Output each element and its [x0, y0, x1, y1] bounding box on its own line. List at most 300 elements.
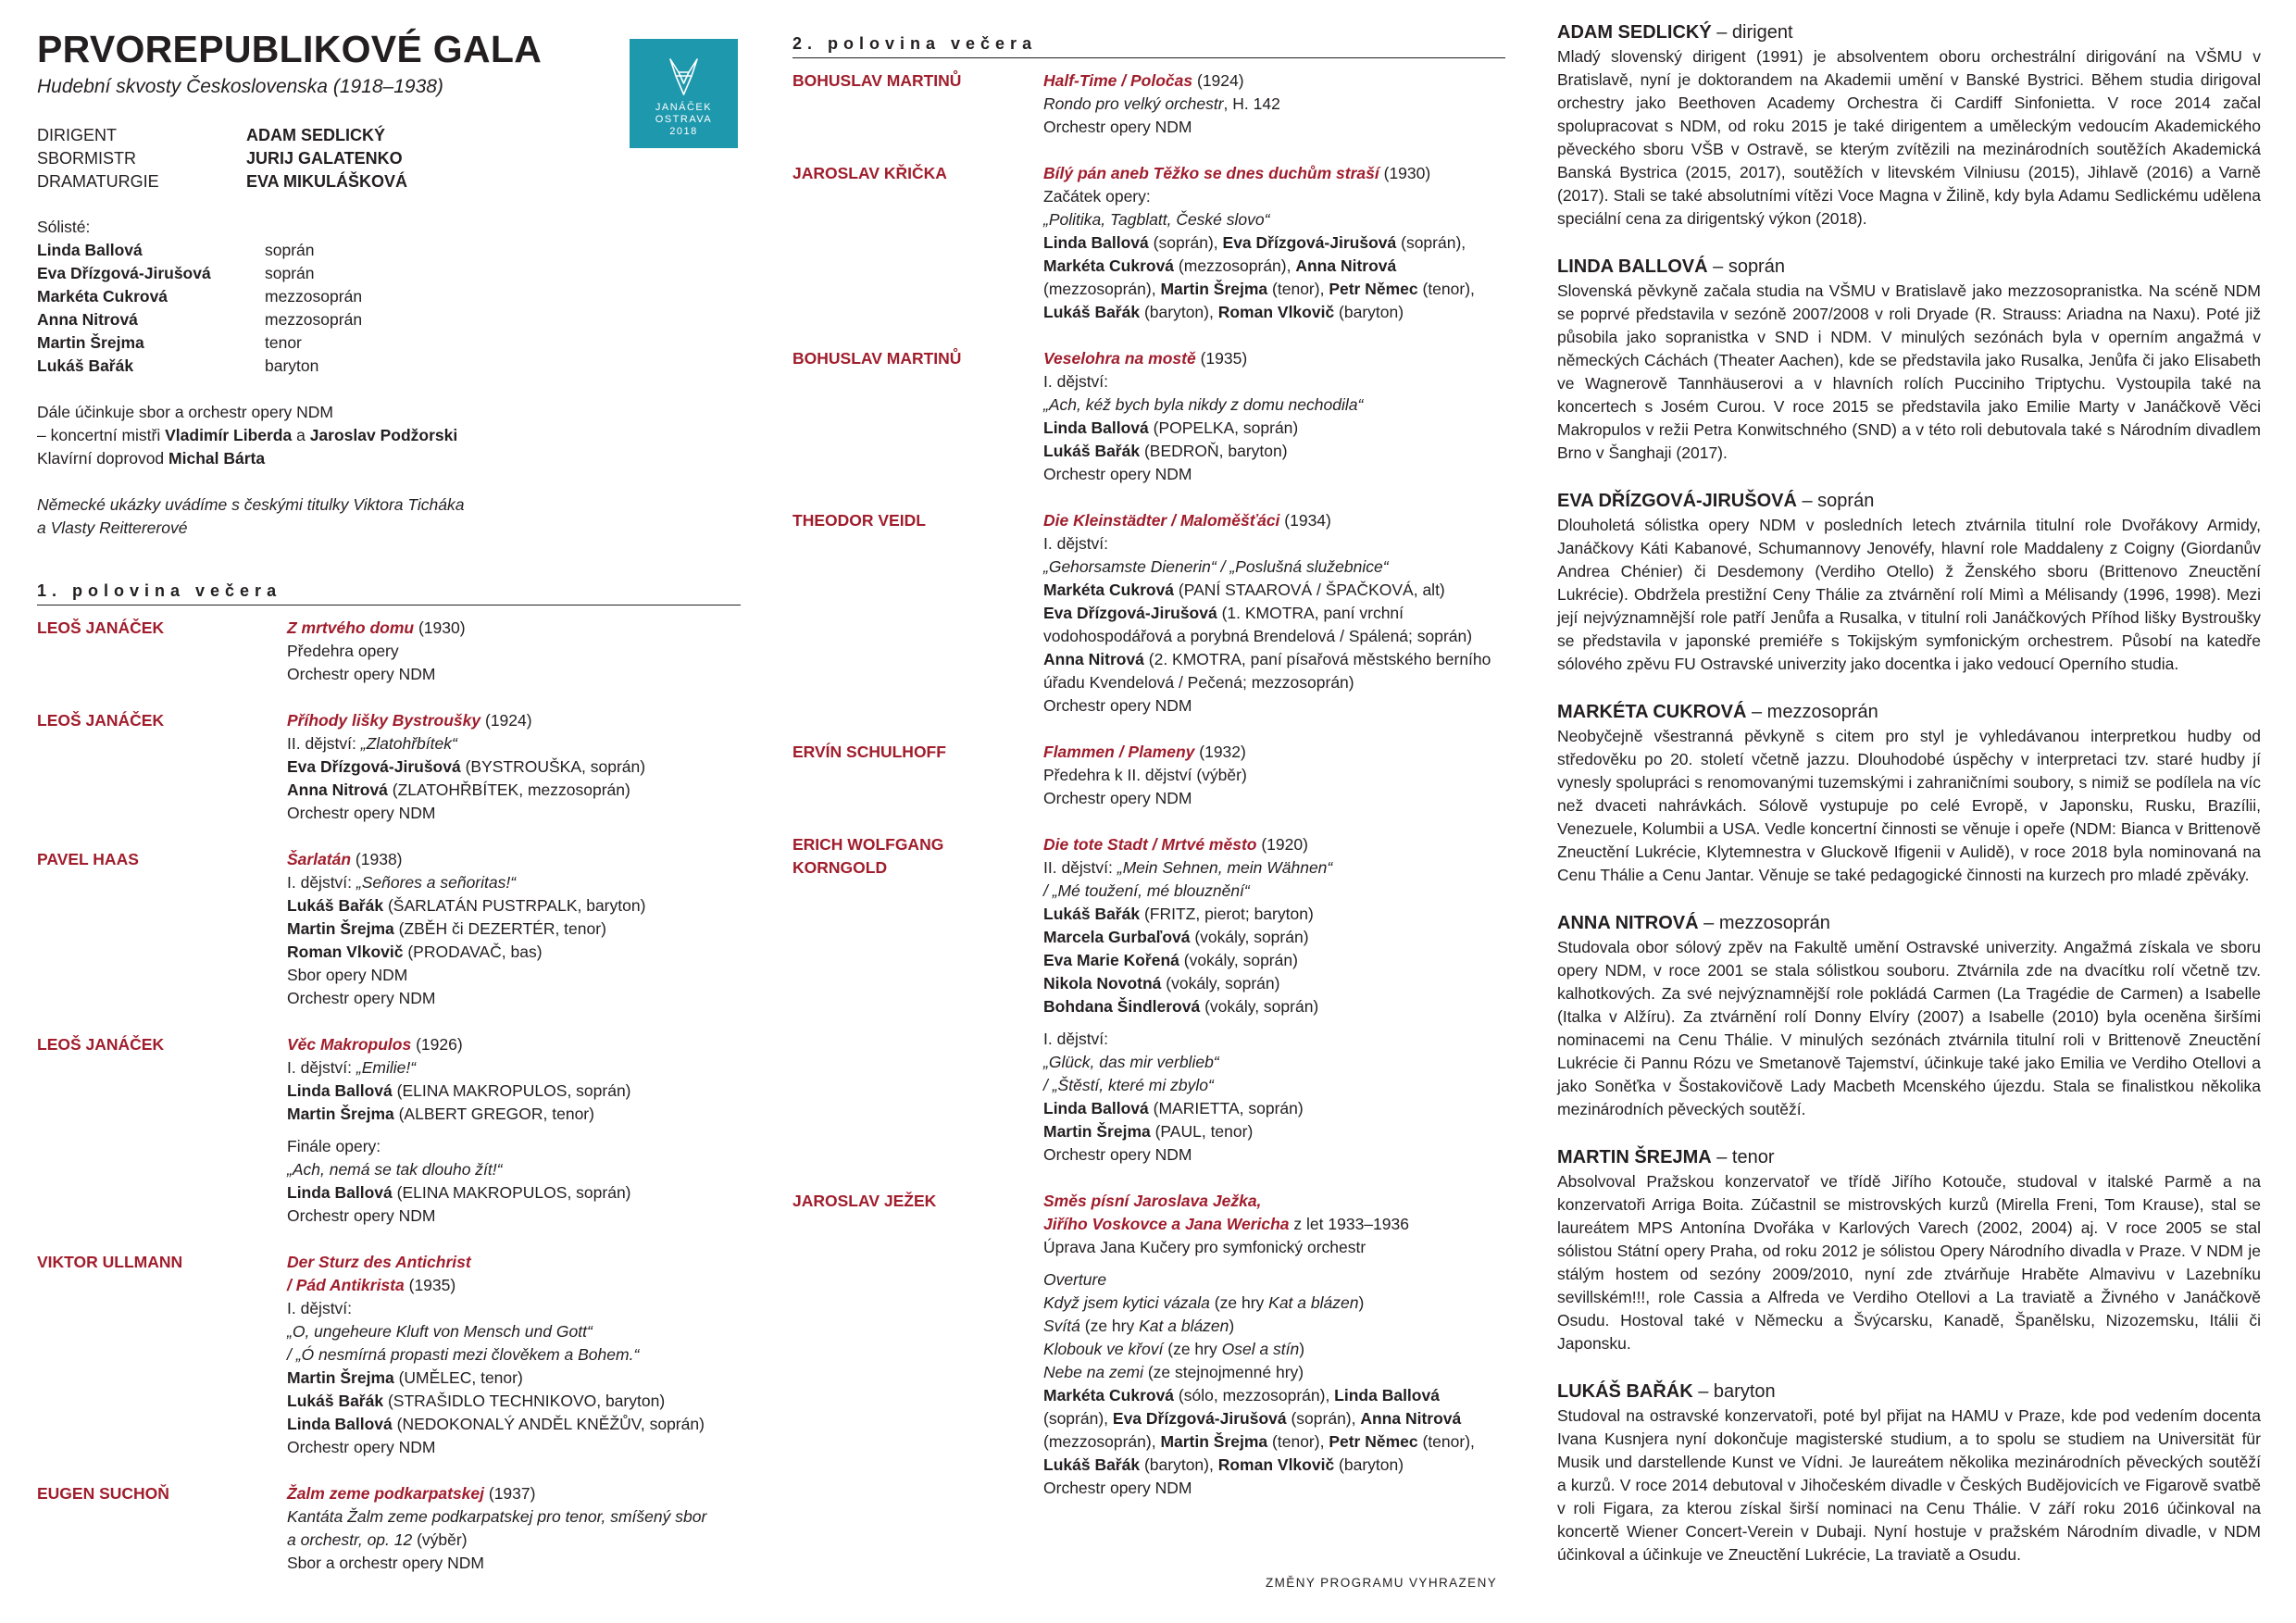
- excerpt-title: „Señores a señoritas!“: [356, 873, 517, 892]
- work-heading: [1043, 509, 1505, 532]
- excerpt-title: Když jsem kytici vázala: [1043, 1293, 1210, 1312]
- detail-line: [287, 1552, 741, 1575]
- composer-name-line: LEOŠ JANÁČEK: [37, 1035, 165, 1054]
- composer-name: [792, 509, 1043, 718]
- work-year: (1930): [1379, 164, 1431, 182]
- detail-text: Sbor opery NDM: [287, 966, 408, 984]
- performer-name: Linda Ballová: [1043, 233, 1149, 252]
- detail-line: [1043, 1477, 1505, 1500]
- detail-line: [1043, 1430, 1505, 1454]
- composer-name-line: THEODOR VEIDL: [792, 511, 926, 530]
- performer-name: Anna Nitrová: [1360, 1409, 1462, 1428]
- detail-text: (vokály, soprán): [1179, 951, 1298, 969]
- detail-line: [1043, 764, 1505, 787]
- detail-text: (tenor),: [1417, 1432, 1475, 1451]
- composer-name: [792, 347, 1043, 486]
- detail-line: [287, 918, 741, 941]
- detail-text: (STRAŠIDLO TECHNIKOVO, baryton): [383, 1392, 666, 1410]
- detail-line: [1043, 1292, 1505, 1315]
- detail-line: [1043, 417, 1505, 440]
- excerpt-title: „Ach, nemá se tak dlouho žít!“: [287, 1160, 503, 1179]
- detail-line: [1043, 1028, 1505, 1051]
- detail-text: (baryton),: [1140, 303, 1218, 321]
- program-item-body: [287, 1482, 741, 1575]
- detail-line: [1043, 532, 1505, 556]
- excerpt-title: „Mein Sehnen, mein Wähnen“: [1117, 858, 1333, 877]
- detail-text: (2. KMOTRA, paní písařová městského berního: [1143, 650, 1491, 668]
- excerpt-title: Kat a blázen: [1139, 1317, 1229, 1335]
- performer-name: Eva Dřízgová-Jirušová: [1112, 1409, 1287, 1428]
- composer-name: [792, 833, 1043, 1167]
- detail-text: (ALBERT GREGOR, tenor): [393, 1105, 594, 1123]
- credit-name: EVA MIKULÁŠKOVÁ: [246, 172, 408, 191]
- program-item: [792, 69, 1505, 139]
- logo-line-1: JANÁČEK: [655, 102, 713, 113]
- detail-text: I. dějství:: [287, 1058, 356, 1077]
- detail-text: I. dějství:: [1043, 372, 1109, 391]
- detail-line: [1043, 625, 1505, 648]
- detail-line: [1043, 1051, 1505, 1074]
- program-item: [792, 1190, 1505, 1500]
- bio-heading: [1557, 1145, 2261, 1170]
- detail-line: [287, 1436, 741, 1459]
- composer-name: [792, 162, 1043, 324]
- soloist-row: [37, 331, 741, 355]
- performer-name: Martin Šrejma: [1160, 280, 1268, 298]
- bio-text: Studovala obor sólový zpěv na Fakultě umění Ostravské univerzity. Angažmá získala ve sboru opery NDM, v roce 2001 se stala sólistkou souboru. Ztvárnila zde na dvacítku rolí včetně tzv. kalhotkových. Za své nejvýznamnější role pokládá Carmen (La Tragédie de Carmen) a Isabelle (Italka v Alžíru). Za ztvárnění rolí Donny Elvíry (2007) a Isabelle (2010) byla oceněna širšími nominacemi na Cenu Thálie. V minulých sezónách ztvárnila titulní roli v Brittenově Zneuctění Lukrécie či Pannu Rózu ve Smetanově Tajemství, účinkuje také jako Emilia ve Verdiho Otellovi a jako Soněťka v Šostakovičově Lady Macbeth Mcenského újezdu. Stala se finalistkou několika mezinárodních pěveckých soutěží.: [1557, 938, 2261, 1118]
- work-year: (1930): [414, 618, 466, 637]
- detail-text: úřadu Kvendelová / Pečená; mezzosoprán): [1043, 673, 1354, 692]
- detail-line: [287, 1505, 741, 1529]
- soloist-name: Lukáš Bařák: [37, 356, 134, 375]
- soloist-voice: mezzosoprán: [265, 287, 363, 306]
- composer-name-line: PAVEL HAAS: [37, 850, 139, 868]
- performer-name: Marcela Gurbaľová: [1043, 928, 1191, 946]
- line-gap: [1043, 1018, 1505, 1028]
- composer-name: [37, 1251, 287, 1459]
- work-title: Die tote Stadt / Mrtvé město: [1043, 835, 1257, 854]
- ensemble-line: Dále účinkuje sbor a orchestr opery NDM: [37, 403, 333, 421]
- detail-text: II. dějství:: [287, 734, 361, 753]
- detail-line: [1043, 1338, 1505, 1361]
- line-gap: [1043, 1259, 1505, 1268]
- performer-name: Linda Ballová: [1043, 1099, 1149, 1117]
- work-title: Věc Makropulos: [287, 1035, 412, 1054]
- detail-line: [1043, 972, 1505, 995]
- excerpt-title: Osel a stín: [1221, 1340, 1300, 1358]
- work-title: Die Kleinstädter / Maloměšťáci: [1043, 511, 1280, 530]
- detail-text: Orchestr opery NDM: [1043, 465, 1192, 483]
- line-gap: [287, 1126, 741, 1135]
- detail-text: ): [1229, 1317, 1235, 1335]
- program-item: [792, 162, 1505, 324]
- soloist-name: Markéta Cukrová: [37, 287, 168, 306]
- composer-name: [37, 617, 287, 686]
- excerpt-title: „O, ungeheure Kluft von Mensch und Gott“: [287, 1322, 593, 1341]
- bio-role: – soprán: [1707, 256, 1785, 277]
- detail-text: (mezzosoprán),: [1043, 280, 1161, 298]
- detail-line: [1043, 903, 1505, 926]
- detail-text: II. dějství:: [1043, 858, 1117, 877]
- logo-line-2: OSTRAVA: [655, 114, 713, 125]
- work-title: / Pád Antikrista: [287, 1276, 405, 1294]
- work-title: Směs písní Jaroslava Ježka,: [1043, 1192, 1262, 1210]
- work-year: (1935): [1195, 349, 1248, 368]
- detail-text: (BYSTROUŠKA, soprán): [460, 757, 646, 776]
- detail-line: [1043, 556, 1505, 579]
- program-item-body: [287, 848, 741, 1010]
- credit-name: ADAM SEDLICKÝ: [246, 126, 386, 144]
- performer-name: Lukáš Bařák: [1043, 303, 1141, 321]
- program-item-body: [1043, 741, 1505, 810]
- detail-line: [1043, 255, 1505, 278]
- detail-line: [1043, 1454, 1505, 1477]
- composer-name-line: ERICH WOLFGANG: [792, 835, 944, 854]
- bio-block: [1557, 489, 2261, 676]
- detail-line: [287, 1529, 741, 1552]
- soloist-voice: soprán: [265, 264, 315, 282]
- performer-name: Anna Nitrová: [1295, 256, 1397, 275]
- detail-line: [1043, 185, 1505, 208]
- composer-name-line: BOHUSLAV MARTINŮ: [792, 71, 962, 90]
- detail-line: [1043, 1143, 1505, 1167]
- detail-line: [287, 663, 741, 686]
- performer-name: Petr Němec: [1329, 280, 1418, 298]
- detail-line: [1043, 1120, 1505, 1143]
- program-item: [37, 709, 741, 825]
- bio-name: MARKÉTA CUKROVÁ: [1557, 702, 1747, 722]
- detail-text: (tenor),: [1267, 1432, 1329, 1451]
- detail-text: (soprán),: [1286, 1409, 1361, 1428]
- detail-text: (tenor),: [1417, 280, 1475, 298]
- detail-line: [287, 941, 741, 964]
- concertmaster-name: Vladimír Liberda: [165, 426, 293, 444]
- work-title: Příhody lišky Bystroušky: [287, 711, 481, 730]
- detail-line: [1043, 440, 1505, 463]
- detail-text: (tenor),: [1267, 280, 1329, 298]
- performer-name: Linda Ballová: [287, 1183, 393, 1202]
- bio-block: [1557, 255, 2261, 465]
- performer-name: Lukáš Bařák: [1043, 442, 1141, 460]
- detail-line: [287, 640, 741, 663]
- work-year: (1924): [1192, 71, 1244, 90]
- detail-text: (ze hry: [1163, 1340, 1222, 1358]
- detail-line: [1043, 301, 1505, 324]
- detail-line: [1043, 370, 1505, 393]
- credit-name: JURIJ GALATENKO: [246, 149, 403, 168]
- performer-name: Eva Dřízgová-Jirušová: [287, 757, 461, 776]
- detail-text: vodohospodářová a porybná Brendelová / Spálená; soprán): [1043, 627, 1473, 645]
- detail-text: (baryton),: [1140, 1455, 1218, 1474]
- bio-role: – dirigent: [1711, 22, 1793, 43]
- bio-heading: [1557, 700, 2261, 725]
- program-second-half: [792, 69, 1505, 1500]
- detail-text: (soprán),: [1148, 233, 1223, 252]
- detail-text: I. dějství:: [287, 873, 356, 892]
- soloist-name: Linda Ballová: [37, 241, 143, 259]
- soloists-label: Sólisté:: [37, 218, 91, 236]
- program-item-body: [1043, 69, 1505, 139]
- excerpt-title: „Zlatohřbítek“: [360, 734, 457, 753]
- subtitles-note: Německé ukázky uvádíme s českými titulky Viktora Ticháka a Vlasty Reittererové: [37, 495, 465, 537]
- program-item: [792, 347, 1505, 486]
- work-title: Jiřího Voskovce a Jana Wericha: [1043, 1215, 1290, 1233]
- bio-block: [1557, 1145, 2261, 1355]
- work-heading: [1043, 741, 1505, 764]
- detail-text: (ŠARLATÁN PUSTRPALK, baryton): [383, 896, 646, 915]
- excerpt-title: „Emilie!“: [356, 1058, 417, 1077]
- bio-block: [1557, 911, 2261, 1121]
- composer-name: [37, 1482, 287, 1575]
- bio-text: Studoval na ostravské konzervatoři, poté byl přijat na HAMU v Praze, kde pod vedením docenta Ivana Kusnjera nyní dokončuje magisterské studium, a to spolu se studiem na Universität für Musik und darstellende Kunst ve Vídni. Je laureátem několika mezinárodních pěveckých soutěží a kurzů. V roce 2014 debutoval v Jihočeském divadle v Českých Budějovicích ve Figarově svatbě v roli Figara, za kterou získal širší nominaci na Cenu Thálie. V září roku 2016 účinkoval na koncertě Wiener Concert-Verein v Dubaji. Nyní hostuje v pražském Národním divadle, v NDM účinkoval a účinkuje ve Zneuctění Lukrécie, La traviatě a Osudu.: [1557, 1406, 2261, 1564]
- composer-name-line: EUGEN SUCHOŇ: [37, 1484, 169, 1503]
- detail-line: [1043, 1407, 1505, 1430]
- program-first-half: [37, 617, 741, 1575]
- program-item-body: [1043, 509, 1505, 718]
- detail-text: (ze hry: [1209, 1293, 1269, 1312]
- work-heading: [1043, 69, 1505, 93]
- detail-line: [287, 871, 741, 894]
- section-heading-second-half: 2. polovina večera: [792, 31, 1505, 58]
- detail-text: Orchestr opery NDM: [287, 1206, 436, 1225]
- ensemble-line: Klavírní doprovod Michal Bárta: [37, 449, 266, 468]
- detail-line: [287, 732, 741, 755]
- performer-name: Martin Šrejma: [287, 1105, 394, 1123]
- excerpt-title: Overture: [1043, 1270, 1107, 1289]
- credit-role: DRAMATURGIE: [37, 172, 159, 191]
- section-heading-first-half: 1. polovina večera: [37, 579, 741, 606]
- performer-name: Petr Němec: [1329, 1432, 1418, 1451]
- detail-text: (NEDOKONALÝ ANDĚL KNĚŽŮV, soprán): [392, 1415, 705, 1433]
- ensemble-note: [37, 401, 741, 470]
- performer-name: Eva Dřízgová-Jirušová: [1222, 233, 1397, 252]
- work-heading: [287, 1033, 741, 1056]
- performer-name: Martin Šrejma: [1160, 1432, 1268, 1451]
- detail-text: (POPELKA, soprán): [1148, 418, 1299, 437]
- performer-name: Linda Ballová: [1043, 418, 1149, 437]
- bio-block: [1557, 20, 2261, 231]
- work-title: Z mrtvého domu: [287, 618, 415, 637]
- detail-line: [287, 987, 741, 1010]
- bio-name: MARTIN ŠREJMA: [1557, 1147, 1712, 1167]
- detail-text: (1. KMOTRA, paní vrchní: [1217, 604, 1404, 622]
- detail-line: [1043, 926, 1505, 949]
- detail-line: [1043, 463, 1505, 486]
- excerpt-title: Nebe na zemi: [1043, 1363, 1143, 1381]
- soloist-row: [37, 355, 741, 378]
- work-heading: [287, 848, 741, 871]
- detail-line: [1043, 949, 1505, 972]
- program-item: [792, 833, 1505, 1167]
- work-heading: [1043, 833, 1505, 856]
- detail-line: [1043, 1236, 1505, 1259]
- detail-text: I. dějství:: [287, 1299, 353, 1317]
- performer-name: Martin Šrejma: [287, 919, 394, 938]
- bio-heading: [1557, 489, 2261, 514]
- detail-text: Orchestr opery NDM: [287, 665, 436, 683]
- performer-name: Markéta Cukrová: [1043, 581, 1175, 599]
- work-year: (1938): [351, 850, 403, 868]
- composer-name-line: KORNGOLD: [792, 858, 888, 877]
- detail-text: (vokály, soprán): [1200, 997, 1319, 1016]
- detail-text: (FRITZ, pierot; baryton): [1140, 905, 1314, 923]
- detail-line: [287, 1205, 741, 1228]
- program-item-body: [1043, 347, 1505, 486]
- detail-line: [1043, 1315, 1505, 1338]
- detail-text: Orchestr opery NDM: [287, 1438, 436, 1456]
- detail-text: (ze stejnojmenné hry): [1142, 1363, 1304, 1381]
- composer-name-line: LEOŠ JANÁČEK: [37, 618, 165, 637]
- work-heading: [287, 1482, 741, 1505]
- program-item-body: [287, 709, 741, 825]
- composer-name-line: JAROSLAV JEŽEK: [792, 1192, 937, 1210]
- work-year: (1932): [1194, 743, 1246, 761]
- work-heading: [287, 1251, 741, 1297]
- performer-name: Markéta Cukrová: [1043, 1386, 1175, 1405]
- bio-name: EVA DŘÍZGOVÁ-JIRUŠOVÁ: [1557, 491, 1797, 511]
- detail-text: Orchestr opery NDM: [1043, 1479, 1192, 1497]
- program-item: [37, 848, 741, 1010]
- program-item: [792, 509, 1505, 718]
- detail-text: (ZBĚH či DEZERTÉR, tenor): [393, 919, 606, 938]
- detail-line: [1043, 648, 1505, 671]
- program-item-body: [1043, 162, 1505, 324]
- detail-line: [287, 1158, 741, 1181]
- performer-name: Roman Vlkovič: [1217, 303, 1335, 321]
- bio-block: [1557, 700, 2261, 887]
- detail-text: (baryton): [1334, 1455, 1404, 1474]
- detail-line: [287, 779, 741, 802]
- composer-name: [792, 69, 1043, 139]
- work-year: (1935): [404, 1276, 456, 1294]
- bio-name: LINDA BALLOVÁ: [1557, 256, 1708, 277]
- detail-text: (BEDROŇ, baryton): [1140, 442, 1288, 460]
- soloist-voice: mezzosoprán: [265, 310, 363, 329]
- soloists-list: [37, 216, 741, 378]
- credit-role: DIRIGENT: [37, 126, 118, 144]
- detail-line: [1043, 93, 1505, 116]
- program-item-body: [287, 1251, 741, 1459]
- page-title: PRVOREPUBLIKOVÉ GALA: [37, 28, 543, 70]
- excerpt-title: Klobouk ve křoví: [1043, 1340, 1164, 1358]
- detail-text: ): [1299, 1340, 1305, 1358]
- performer-name: Lukáš Bařák: [1043, 1455, 1141, 1474]
- detail-text: (ZLATOHŘBÍTEK, mezzosoprán): [387, 780, 630, 799]
- program-item: [37, 1033, 741, 1228]
- soloist-name: Anna Nitrová: [37, 310, 138, 329]
- detail-line: [1043, 579, 1505, 602]
- detail-line: [1043, 787, 1505, 810]
- detail-text: (UMĚLEC, tenor): [393, 1368, 523, 1387]
- performer-name: Nikola Novotná: [1043, 974, 1162, 993]
- composer-name-line: BOHUSLAV MARTINŮ: [792, 349, 962, 368]
- bio-role: – baryton: [1692, 1381, 1776, 1402]
- program-item-body: [287, 617, 741, 686]
- work-heading: [1043, 1190, 1505, 1236]
- bio-name: LUKÁŠ BAŘÁK: [1557, 1381, 1693, 1402]
- detail-text: Orchestr opery NDM: [1043, 696, 1192, 715]
- program-item: [37, 617, 741, 686]
- detail-line: [287, 1297, 741, 1320]
- work-heading: [287, 709, 741, 732]
- detail-line: [1043, 1361, 1505, 1384]
- detail-text: (soprán),: [1043, 1409, 1113, 1428]
- biographies: [1557, 20, 2261, 1567]
- performer-name: Markéta Cukrová: [1043, 256, 1175, 275]
- pianist-name: Michal Bárta: [168, 449, 266, 468]
- bio-role: – tenor: [1711, 1147, 1775, 1167]
- program-item-body: [287, 1033, 741, 1228]
- soloist-name: Eva Dřízgová-Jirušová: [37, 264, 211, 282]
- detail-line: [1043, 116, 1505, 139]
- composer-name: [37, 709, 287, 825]
- detail-text: (vokály, soprán): [1161, 974, 1280, 993]
- detail-line: [287, 1135, 741, 1158]
- detail-line: [1043, 1384, 1505, 1407]
- performer-name: Eva Dřízgová-Jirušová: [1043, 604, 1217, 622]
- excerpt-title: Kantáta Žalm zeme podkarpatskej pro tenor, smíšený sbor: [287, 1507, 707, 1526]
- composer-name: [792, 741, 1043, 810]
- detail-line: [1043, 602, 1505, 625]
- performer-name: Lukáš Bařák: [287, 1392, 384, 1410]
- detail-line: [287, 802, 741, 825]
- excerpt-title: a orchestr, op. 12: [287, 1530, 413, 1549]
- excerpt-title: „Gehorsamste Dienerin“ / „Poslušná služebnice“: [1043, 557, 1389, 576]
- work-heading: [1043, 347, 1505, 370]
- detail-text: I. dějství:: [1043, 1030, 1109, 1048]
- detail-text: Orchestr opery NDM: [287, 804, 436, 822]
- work-title: Bílý pán aneb Těžko se dnes duchům straší: [1043, 164, 1379, 182]
- performer-name: Eva Marie Kořená: [1043, 951, 1179, 969]
- work-title: Veselohra na mostě: [1043, 349, 1196, 368]
- bio-block: [1557, 1380, 2261, 1567]
- detail-text: (ELINA MAKROPULOS, soprán): [392, 1183, 631, 1202]
- detail-line: [287, 1343, 741, 1367]
- detail-line: [1043, 694, 1505, 718]
- detail-line: [287, 755, 741, 779]
- detail-text: (výběr): [412, 1530, 468, 1549]
- soloist-voice: baryton: [265, 356, 319, 375]
- detail-line: [1043, 995, 1505, 1018]
- composer-name-line: ERVÍN SCHULHOFF: [792, 743, 946, 761]
- detail-text: ): [1358, 1293, 1365, 1312]
- detail-line: [1043, 880, 1505, 903]
- excerpt-title: / „Ó nesmírná propasti mezi člověkem a Bohem.“: [287, 1345, 640, 1364]
- detail-line: [1043, 393, 1505, 417]
- performer-name: Roman Vlkovič: [1217, 1455, 1335, 1474]
- detail-line: [1043, 1097, 1505, 1120]
- detail-line: [1043, 1074, 1505, 1097]
- detail-text: Sbor a orchestr opery NDM: [287, 1554, 484, 1572]
- work-year: (1937): [484, 1484, 536, 1503]
- detail-text: (baryton): [1334, 303, 1404, 321]
- soloist-row: [37, 285, 741, 308]
- detail-text: (MARIETTA, soprán): [1148, 1099, 1304, 1117]
- detail-line: [1043, 856, 1505, 880]
- detail-line: [287, 1390, 741, 1413]
- detail-line: [287, 1413, 741, 1436]
- composer-name-line: JAROSLAV KŘIČKA: [792, 164, 947, 182]
- soloist-row: [37, 308, 741, 331]
- composer-name-line: LEOŠ JANÁČEK: [37, 711, 165, 730]
- credit-row: [37, 170, 741, 194]
- bio-role: – soprán: [1796, 491, 1875, 511]
- work-year: (1926): [411, 1035, 463, 1054]
- detail-line: [1043, 231, 1505, 255]
- program-item: [37, 1482, 741, 1575]
- detail-text: Úprava Jana Kučery pro symfonický orchestr: [1043, 1238, 1366, 1256]
- excerpt-title: „Ach, kéž bych byla nikdy z domu nechodila“: [1043, 395, 1364, 414]
